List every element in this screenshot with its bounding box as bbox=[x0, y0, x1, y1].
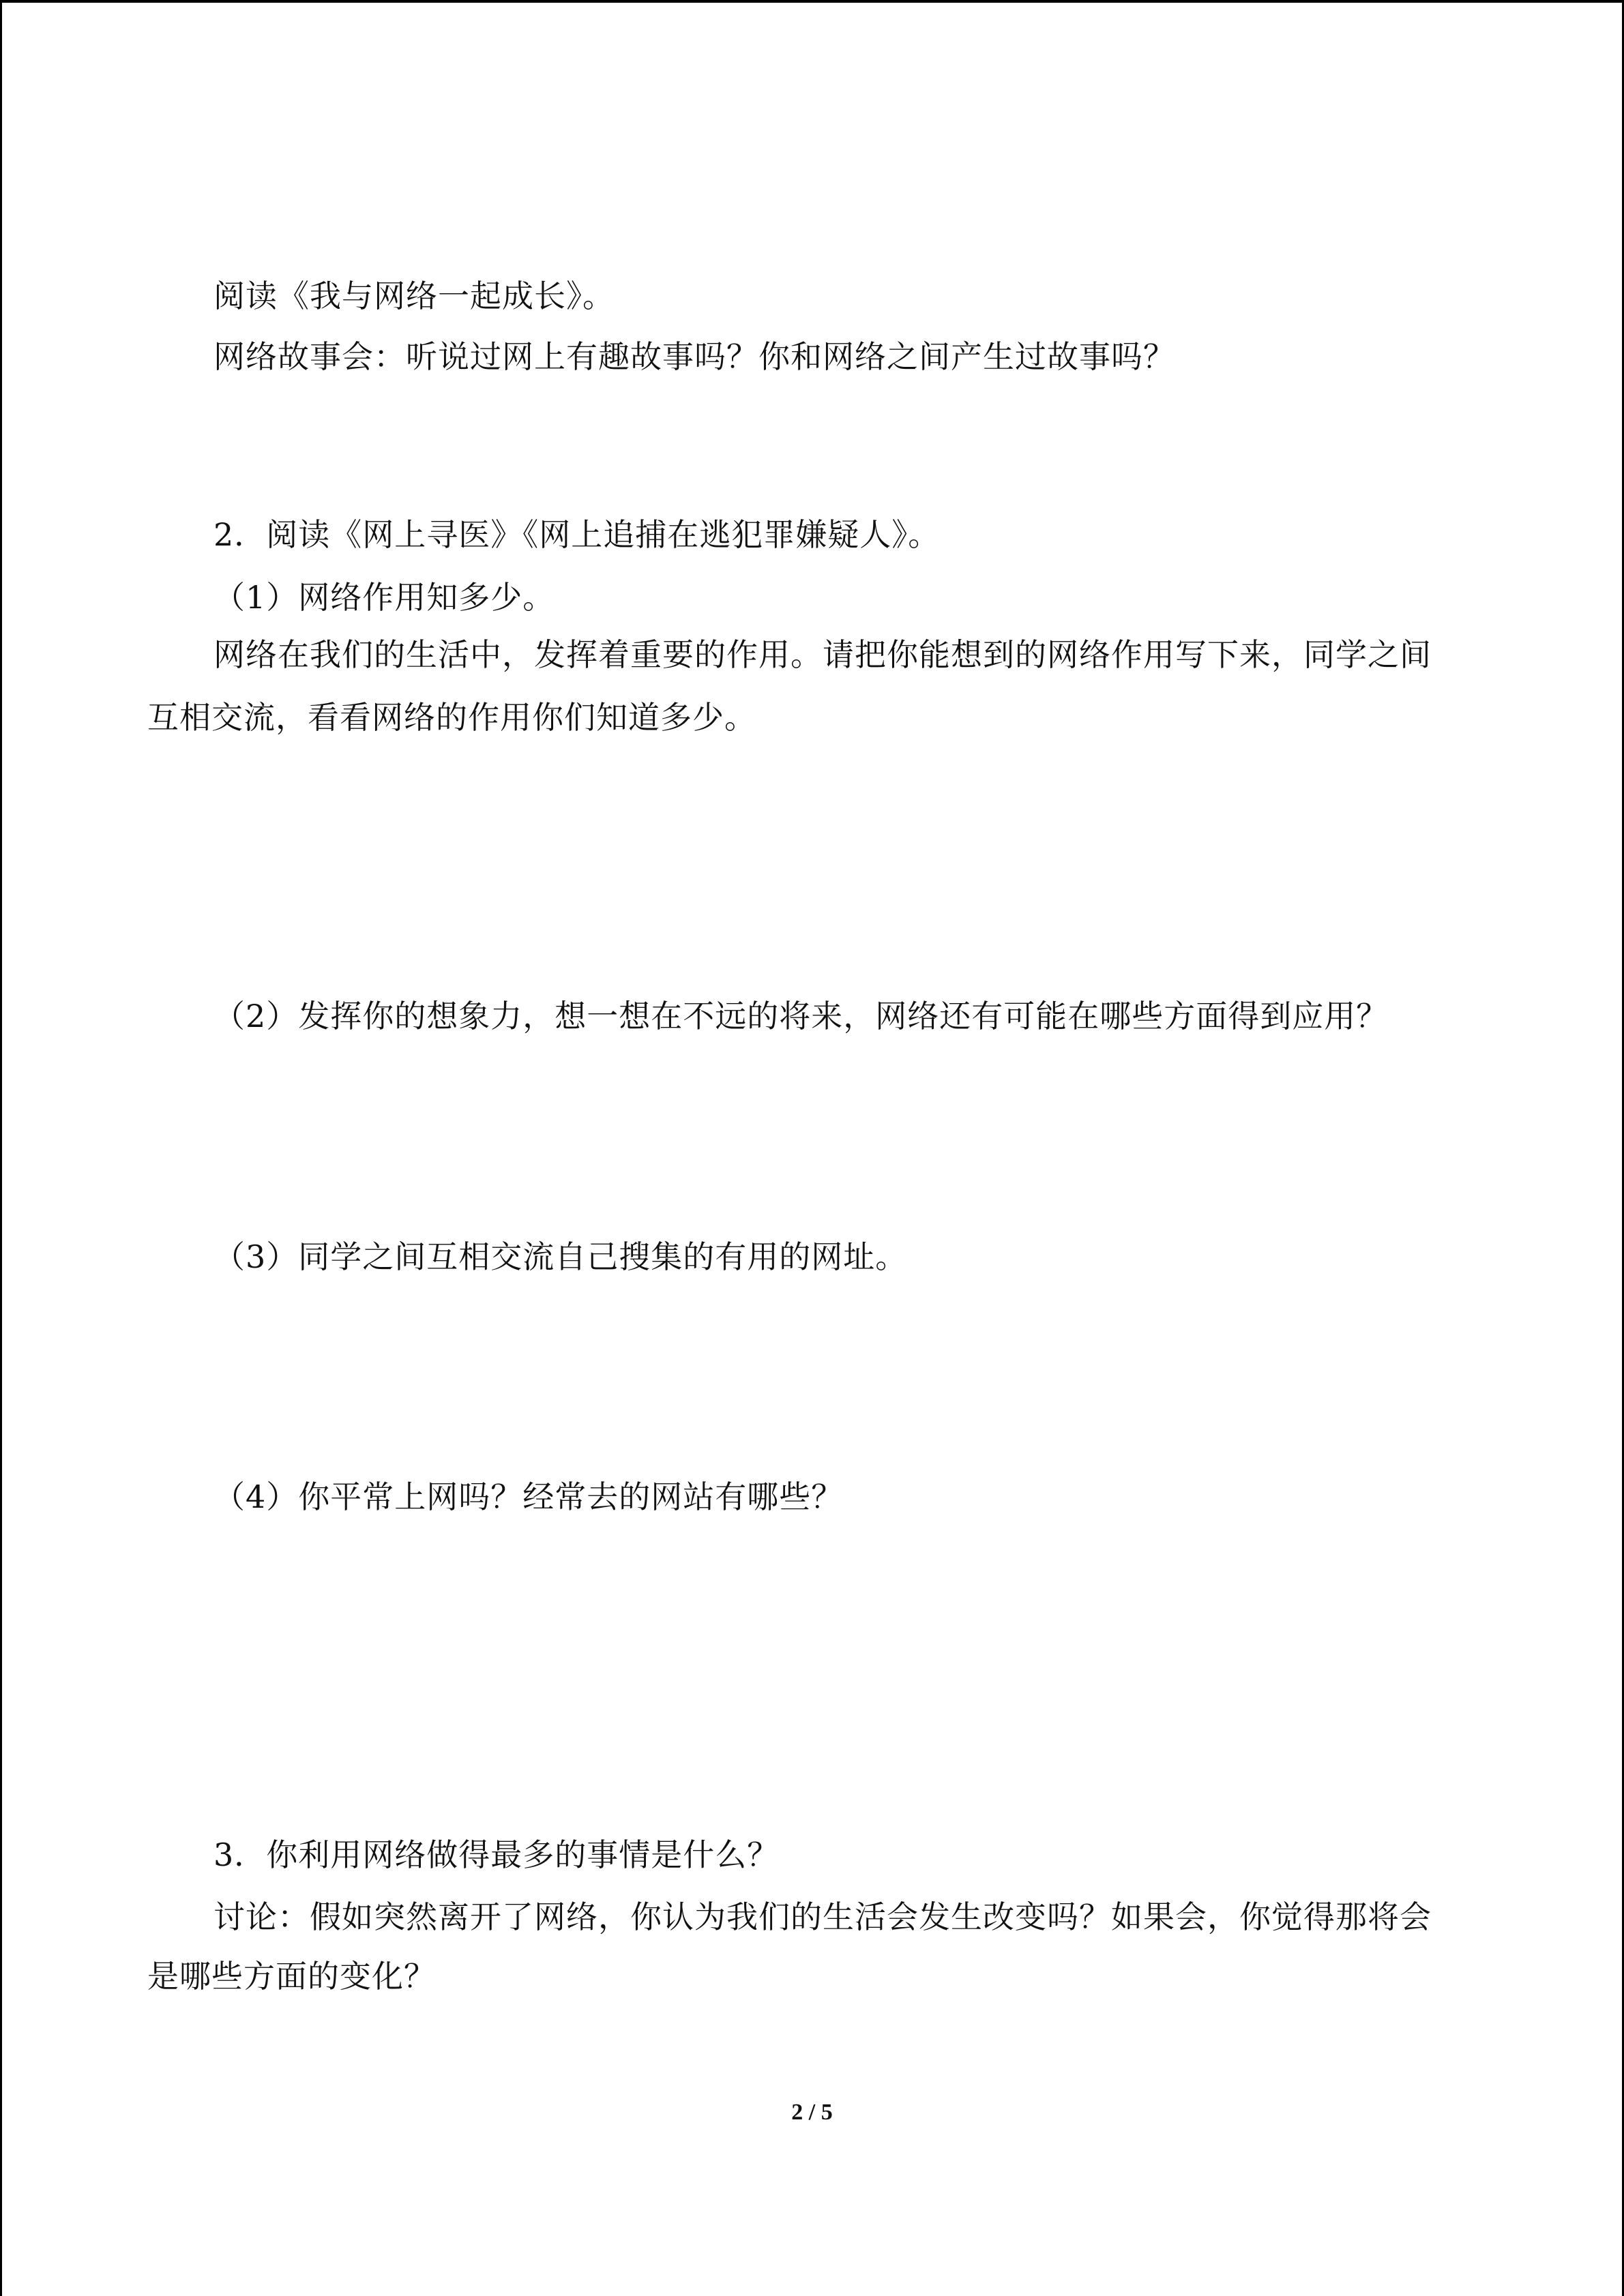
question-2-4: （4）你平常上网吗？经常去的网站有哪些？ bbox=[213, 1478, 844, 1515]
question-2-1-body-line1: 网络在我们的生活中，发挥着重要的作用。请把你能想到的网络作用写下来，同学之间 bbox=[213, 636, 1432, 673]
question-2-2: （2）发挥你的想象力，想一想在不远的将来，网络还有可能在哪些方面得到应用？ bbox=[213, 998, 1389, 1034]
question-2-title: 2．阅读《网上寻医》《网上追捕在逃犯罪嫌疑人》。 bbox=[213, 516, 941, 553]
question-2-1: （1）网络作用知多少。 bbox=[213, 579, 555, 616]
question-2-3: （3）同学之间互相交流自己搜集的有用的网址。 bbox=[213, 1238, 908, 1275]
question-3-title: 3．你利用网络做得最多的事情是什么？ bbox=[213, 1836, 780, 1873]
question-2-1-body-line2: 互相交流，看看网络的作用你们知道多少。 bbox=[147, 699, 756, 736]
paragraph-story-meeting: 网络故事会：听说过网上有趣故事吗？你和网络之间产生过故事吗？ bbox=[213, 338, 1175, 375]
question-3-discussion-line2: 是哪些方面的变化？ bbox=[147, 1958, 436, 1995]
question-3-discussion-line1: 讨论：假如突然离开了网络，你认为我们的生活会发生改变吗？如果会，你觉得那将会 bbox=[213, 1898, 1432, 1935]
paragraph-read-book: 阅读《我与网络一起成长》。 bbox=[213, 278, 615, 314]
page-number: 2 / 5 bbox=[791, 2100, 833, 2125]
